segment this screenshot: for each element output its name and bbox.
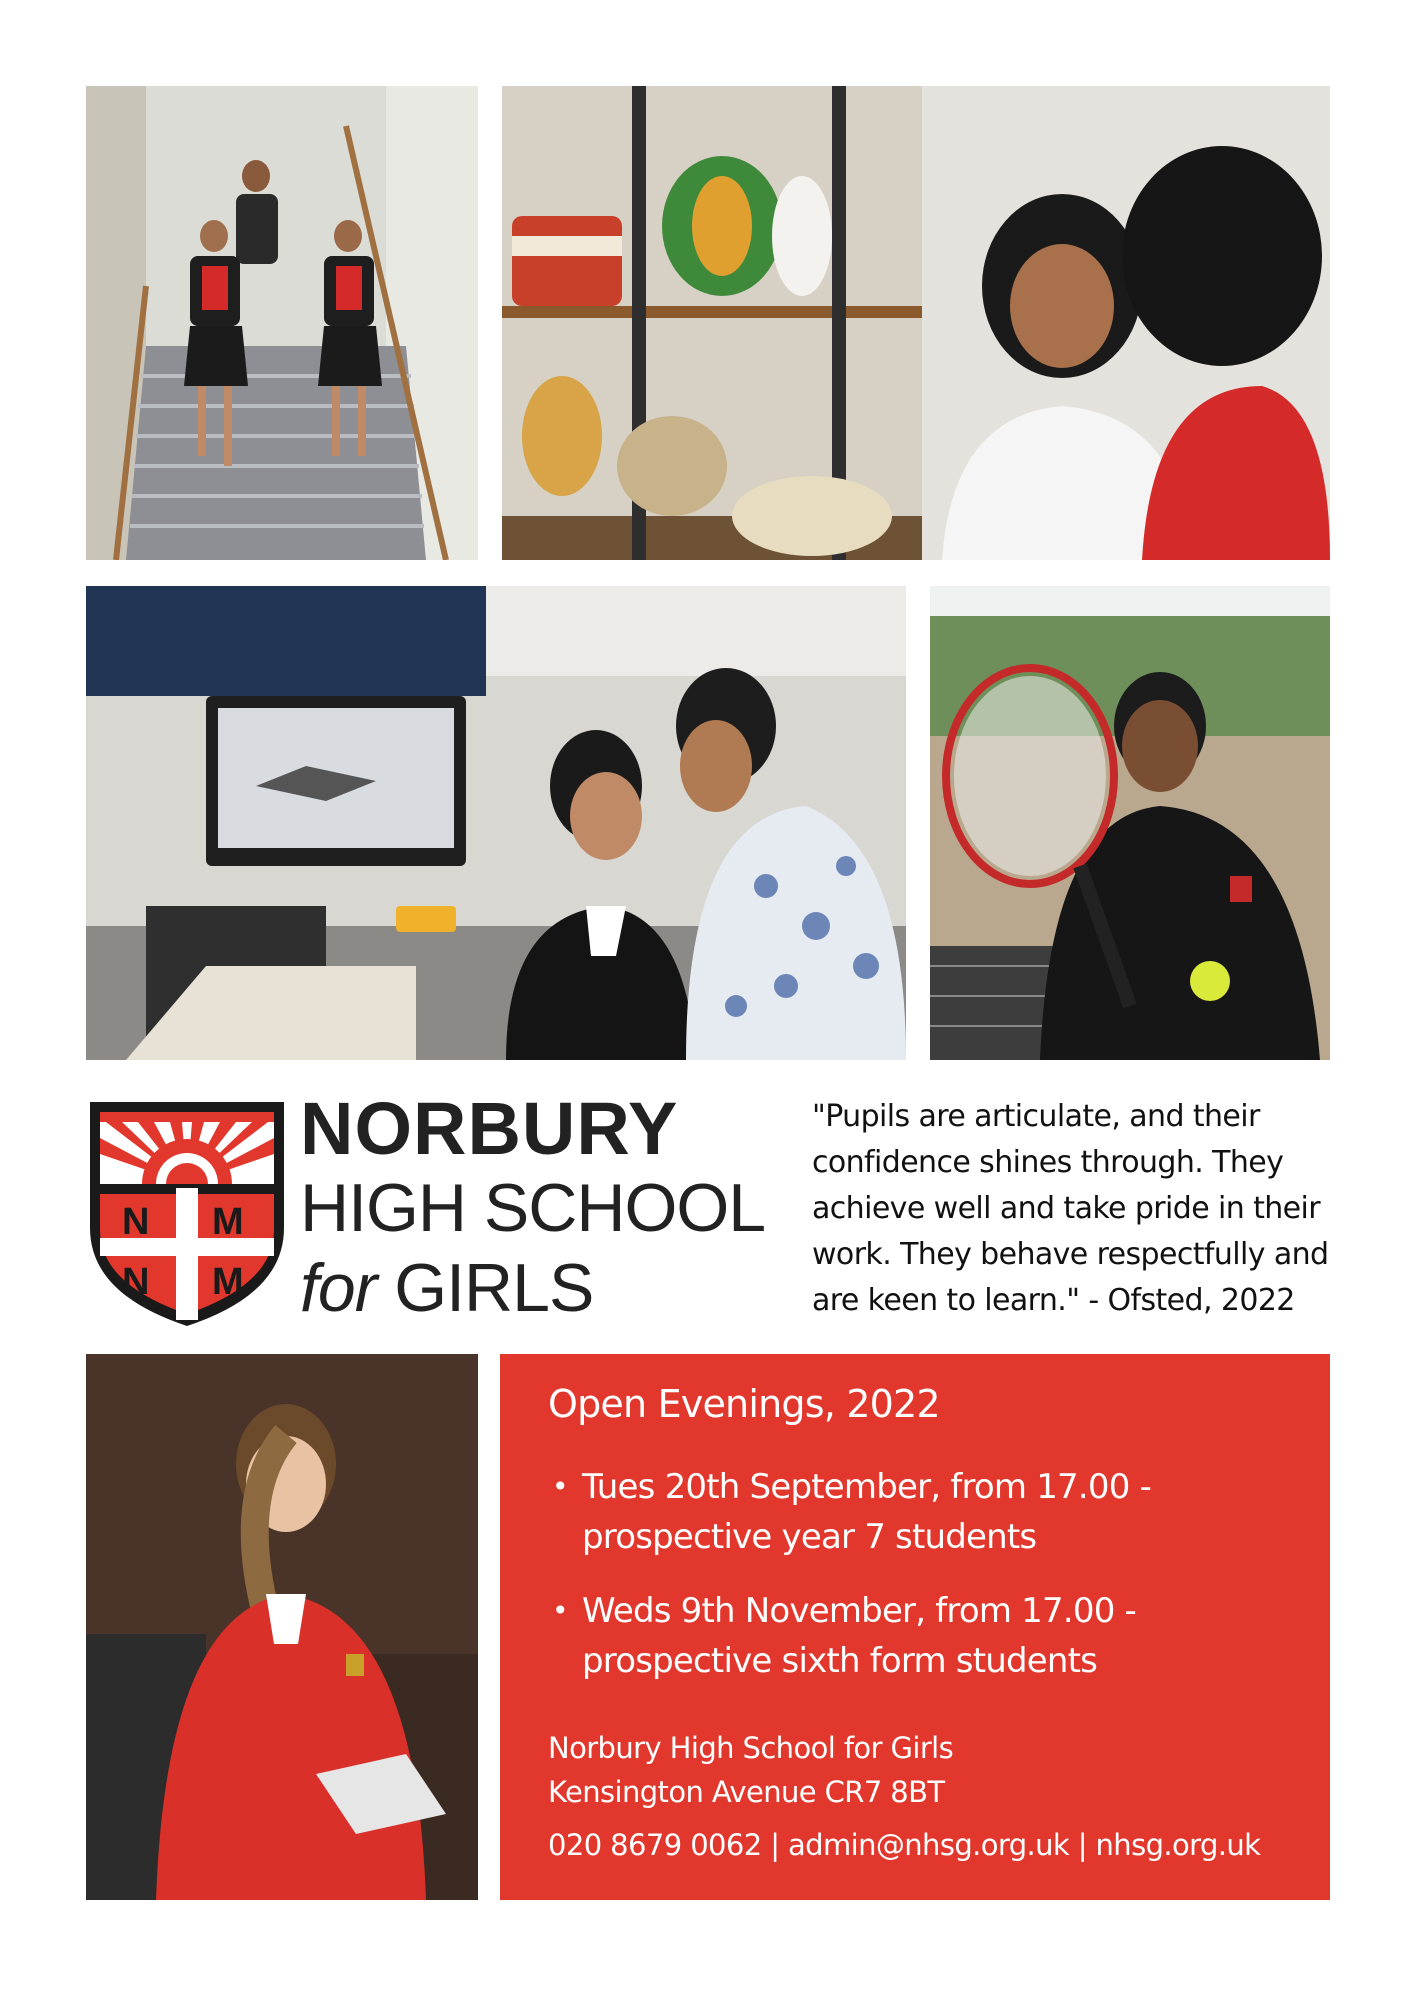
photo-students-on-stairs (86, 86, 478, 560)
photo-design-technology-lesson (86, 586, 906, 1060)
svg-text:N: N (122, 1261, 150, 1303)
crest-letter-n: N (122, 1201, 150, 1243)
school-name-line-3 (300, 1248, 790, 1328)
school-name-line-1: NORBURY (300, 1087, 679, 1170)
address-line-1: Norbury High School for Girls (548, 1731, 954, 1765)
crest-letter-m: M (212, 1201, 244, 1243)
events-title: Open Evenings, 2022 (548, 1382, 940, 1426)
school-name (300, 1087, 790, 1328)
address-line-2: Kensington Avenue CR7 8BT (548, 1775, 945, 1809)
event-text: Weds 9th November, from 17.00 - prospective sixth form students (582, 1591, 1136, 1681)
bullet-icon: • (552, 1470, 568, 1503)
photo-tennis-student (930, 586, 1330, 1060)
contact-details: 020 8679 0062 | admin@nhsg.org.uk | nhsg.org.uk (548, 1828, 1261, 1862)
school-name-girls: GIRLS (394, 1250, 594, 1326)
school-crest (86, 1098, 288, 1330)
photo-music-room-students (502, 86, 1330, 560)
school-name-line-2: HIGH SCHOOL (300, 1170, 766, 1246)
event-item (552, 1586, 1292, 1686)
event-text: Tues 20th September, from 17.00 - prospective year 7 students (582, 1467, 1152, 1557)
open-evenings-panel (500, 1354, 1330, 1900)
event-item (552, 1462, 1292, 1562)
svg-text:M: M (212, 1261, 244, 1303)
school-address (548, 1726, 953, 1814)
bullet-icon: • (552, 1594, 568, 1627)
ofsted-quote: "Pupils are articulate, and their confidence shines through. They achieve well and take pride in their work. They behave respectfully and are keen to learn." - Ofsted, 2022 (812, 1099, 1329, 1318)
school-name-for: for (300, 1250, 377, 1326)
photo-student-red-jumper (86, 1354, 478, 1900)
